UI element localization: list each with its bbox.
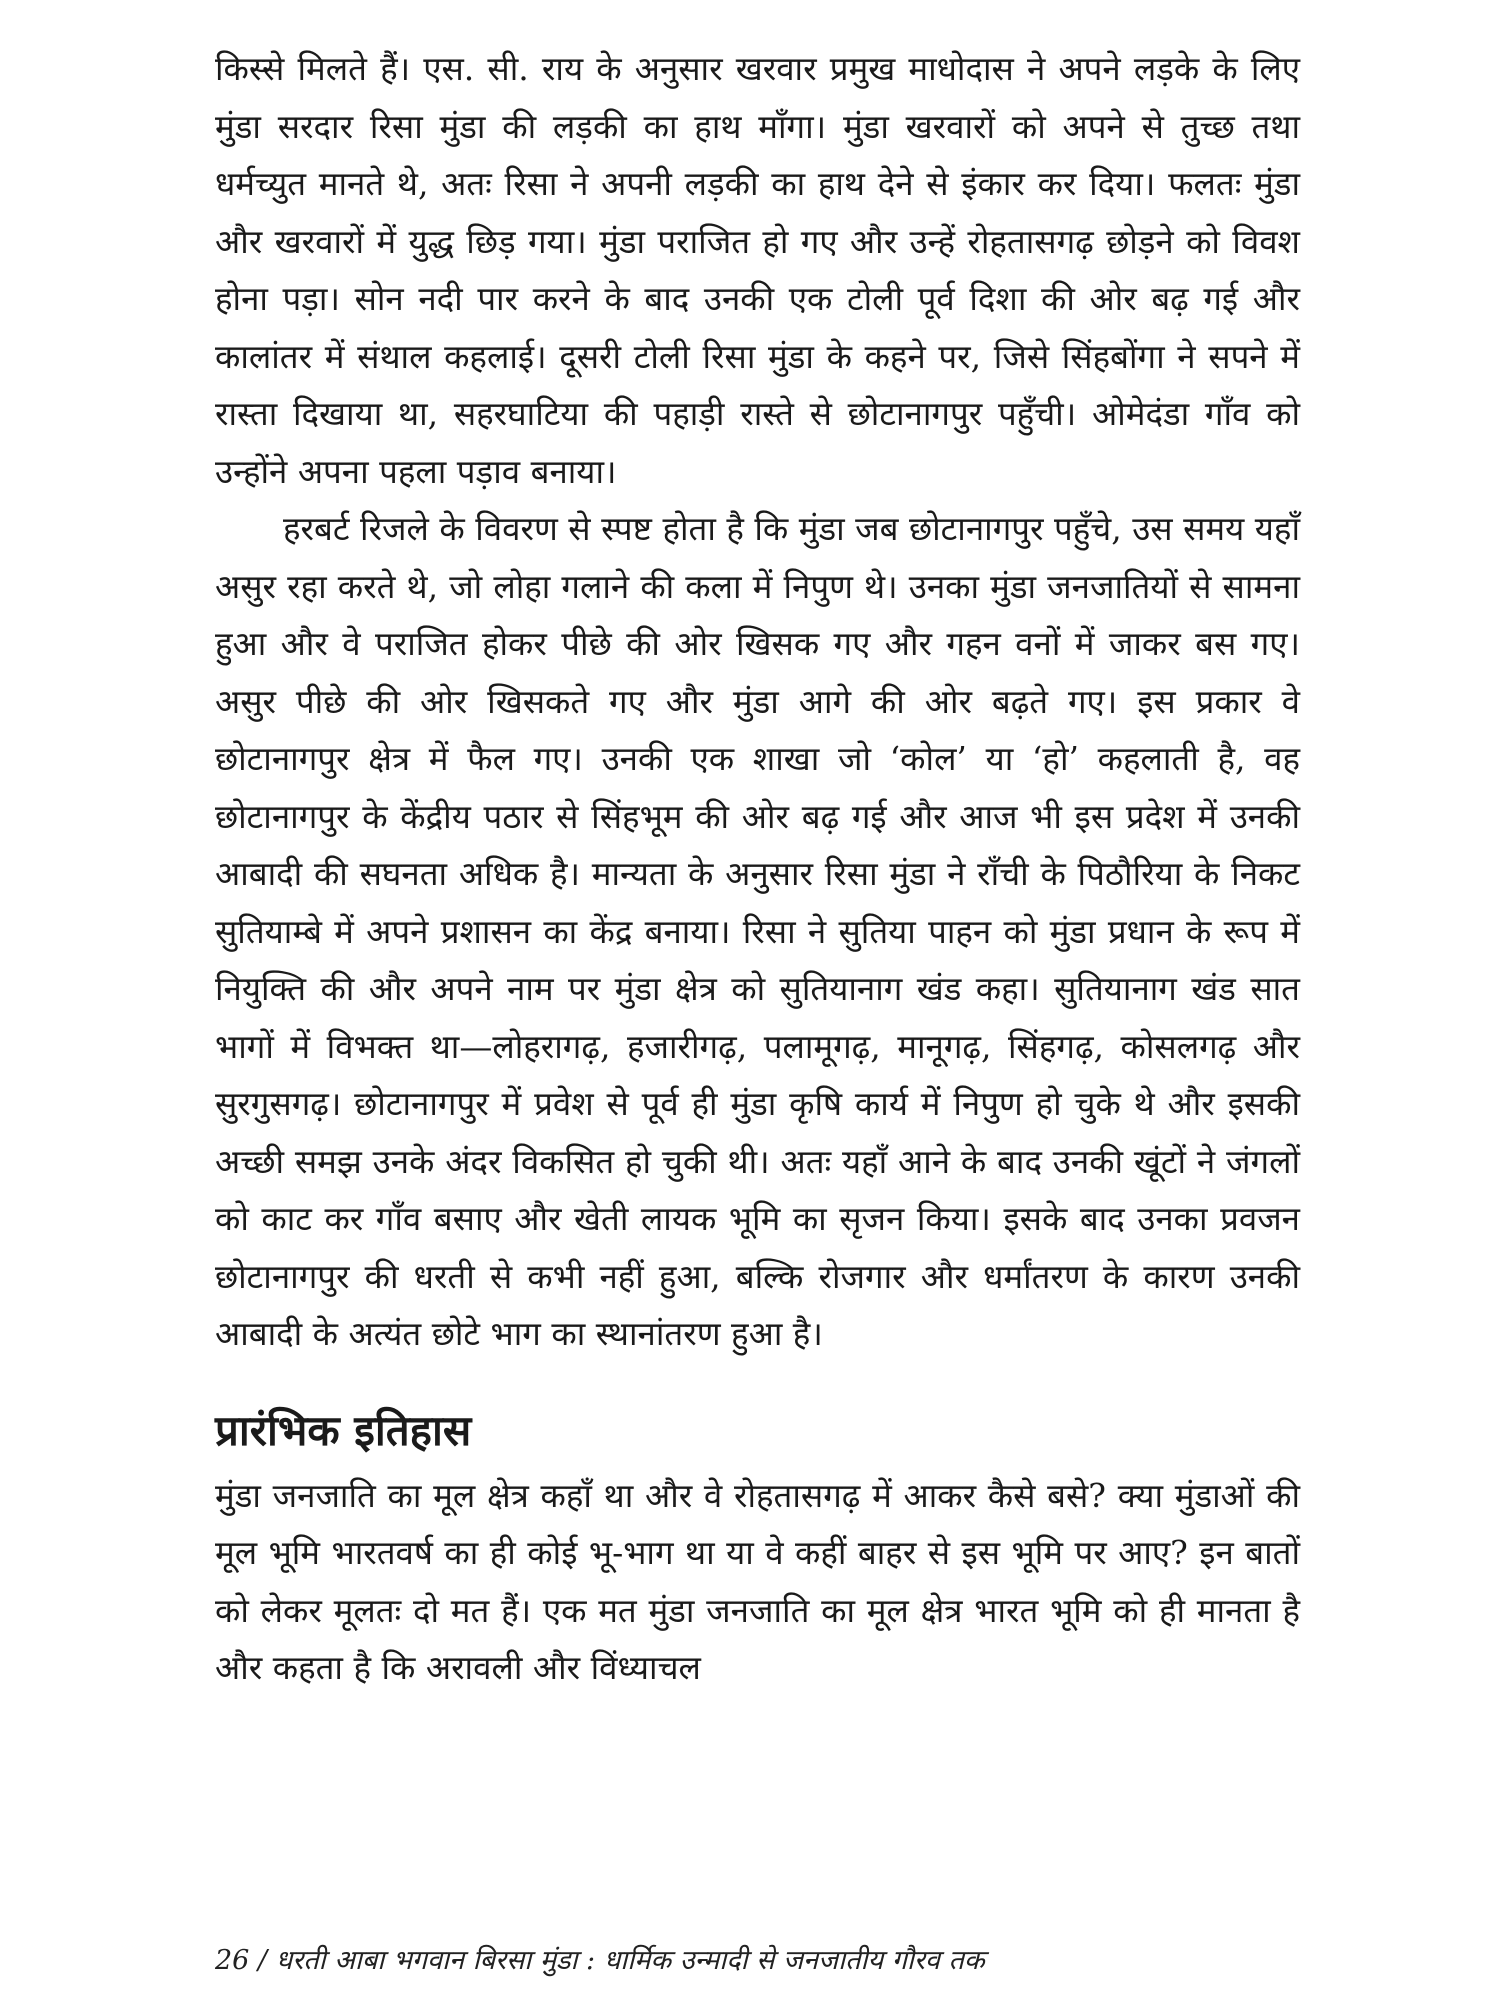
section-heading: प्रारंभिक इतिहास [215,1405,472,1455]
page-body [215,40,1300,1697]
section-paragraph: मुंडा जनजाति का मूल क्षेत्र कहाँ था और वे रोहतासगढ़ में आकर कैसे बसे? क्या मुंडाओं की मूल भूमि भारतवर्ष का ही कोई भू-भाग था या वे कहीं बाहर से इस भूमि पर आए? इन बातों को लेकर मूलतः दो मत हैं। एक मत मुंडा जनजाति का मूल क्षेत्र भारत भूमि को ही मानता है और कहता है कि अरावली और विंध्याचल [215,1475,1300,1687]
paragraph-1: किस्से मिलते हैं। एस. सी. राय के अनुसार खरवार प्रमुख माधोदास ने अपने लड़के के लिए मुंडा सरदार रिसा मुंडा की लड़की का हाथ माँगा। मुंडा खरवारों को अपने से तुच्छ तथा धर्मच्युत मानते थे, अतः रिसा ने अपनी लड़की का हाथ देने से इंकार कर दिया। फलतः मुंडा और खरवारों में युद्ध छिड़ गया। मुंडा पराजित हो गए और उन्हें रोहतासगढ़ छोड़ने को विवश होना पड़ा। सोन नदी पार करने के बाद उनकी एक टोली पूर्व दिशा की ओर बढ़ गई और कालांतर में संथाल कहलाई। दूसरी टोली रिसा मुंडा के कहने पर, जिसे सिंहबोंगा ने सपने में रास्ता दिखाया था, सहरघाटिया की पहाड़ी रास्ते से छोटानागपुर पहुँची। ओमेदंडा गाँव को उन्होंने अपना पहला पड़ाव बनाया। [215,49,1300,491]
paragraph-2: हरबर्ट रिजले के विवरण से स्पष्ट होता है कि मुंडा जब छोटानागपुर पहुँचे, उस समय यहाँ असुर रहा करते थे, जो लोहा गलाने की कला में निपुण थे। उनका मुंडा जनजातियों से सामना हुआ और वे पराजित होकर पीछे की ओर खिसक गए और गहन वनों में जाकर बस गए। असुर पीछे की ओर खिसकते गए और मुंडा आगे की ओर बढ़ते गए। इस प्रकार वे छोटानागपुर क्षेत्र में फैल गए। उनकी एक शाखा जो ‘कोल’ या ‘हो’ कहलाती है, वह छोटानागपुर के केंद्रीय पठार से सिंहभूम की ओर बढ़ गई और आज भी इस प्रदेश में उनकी आबादी की सघनता अधिक है। मान्यता के अनुसार रिसा मुंडा ने राँची के पिठौरिया के निकट सुतियाम्बे में अपने प्रशासन का केंद्र बनाया। रिसा ने सुतिया पाहन को मुंडा प्रधान के रूप में नियुक्ति की और अपने नाम पर मुंडा क्षेत्र को सुतियानाग खंड कहा। सुतियानाग खंड सात भागों में विभक्त था—लोहरागढ़, हजारीगढ़, पलामूगढ़, मानूगढ़, सिंहगढ़, कोसलगढ़ और सुरगुसगढ़। छोटानागपुर में प्रवेश से पूर्व ही मुंडा कृषि कार्य में निपुण हो चुके थे और इसकी अच्छी समझ उनके अंदर विकसित हो चुकी थी। अतः यहाँ आने के बाद उनकी खूंटों ने जंगलों को काट कर गाँव बसाए और खेती लायक भूमि का सृजन किया। इसके बाद उनका प्रवजन छोटानागपुर की धरती से कभी नहीं हुआ, बल्कि रोजगार और धर्मांतरण के कारण उनकी आबादी के अत्यंत छोटे भाग का स्थानांतरण हुआ है। [215,509,1301,1353]
page-footer: 26 / धरती आबा भगवान बिरसा मुंडा : धार्मिक उन्मादी से जनजातीय गौरव तक [215,1945,985,1976]
